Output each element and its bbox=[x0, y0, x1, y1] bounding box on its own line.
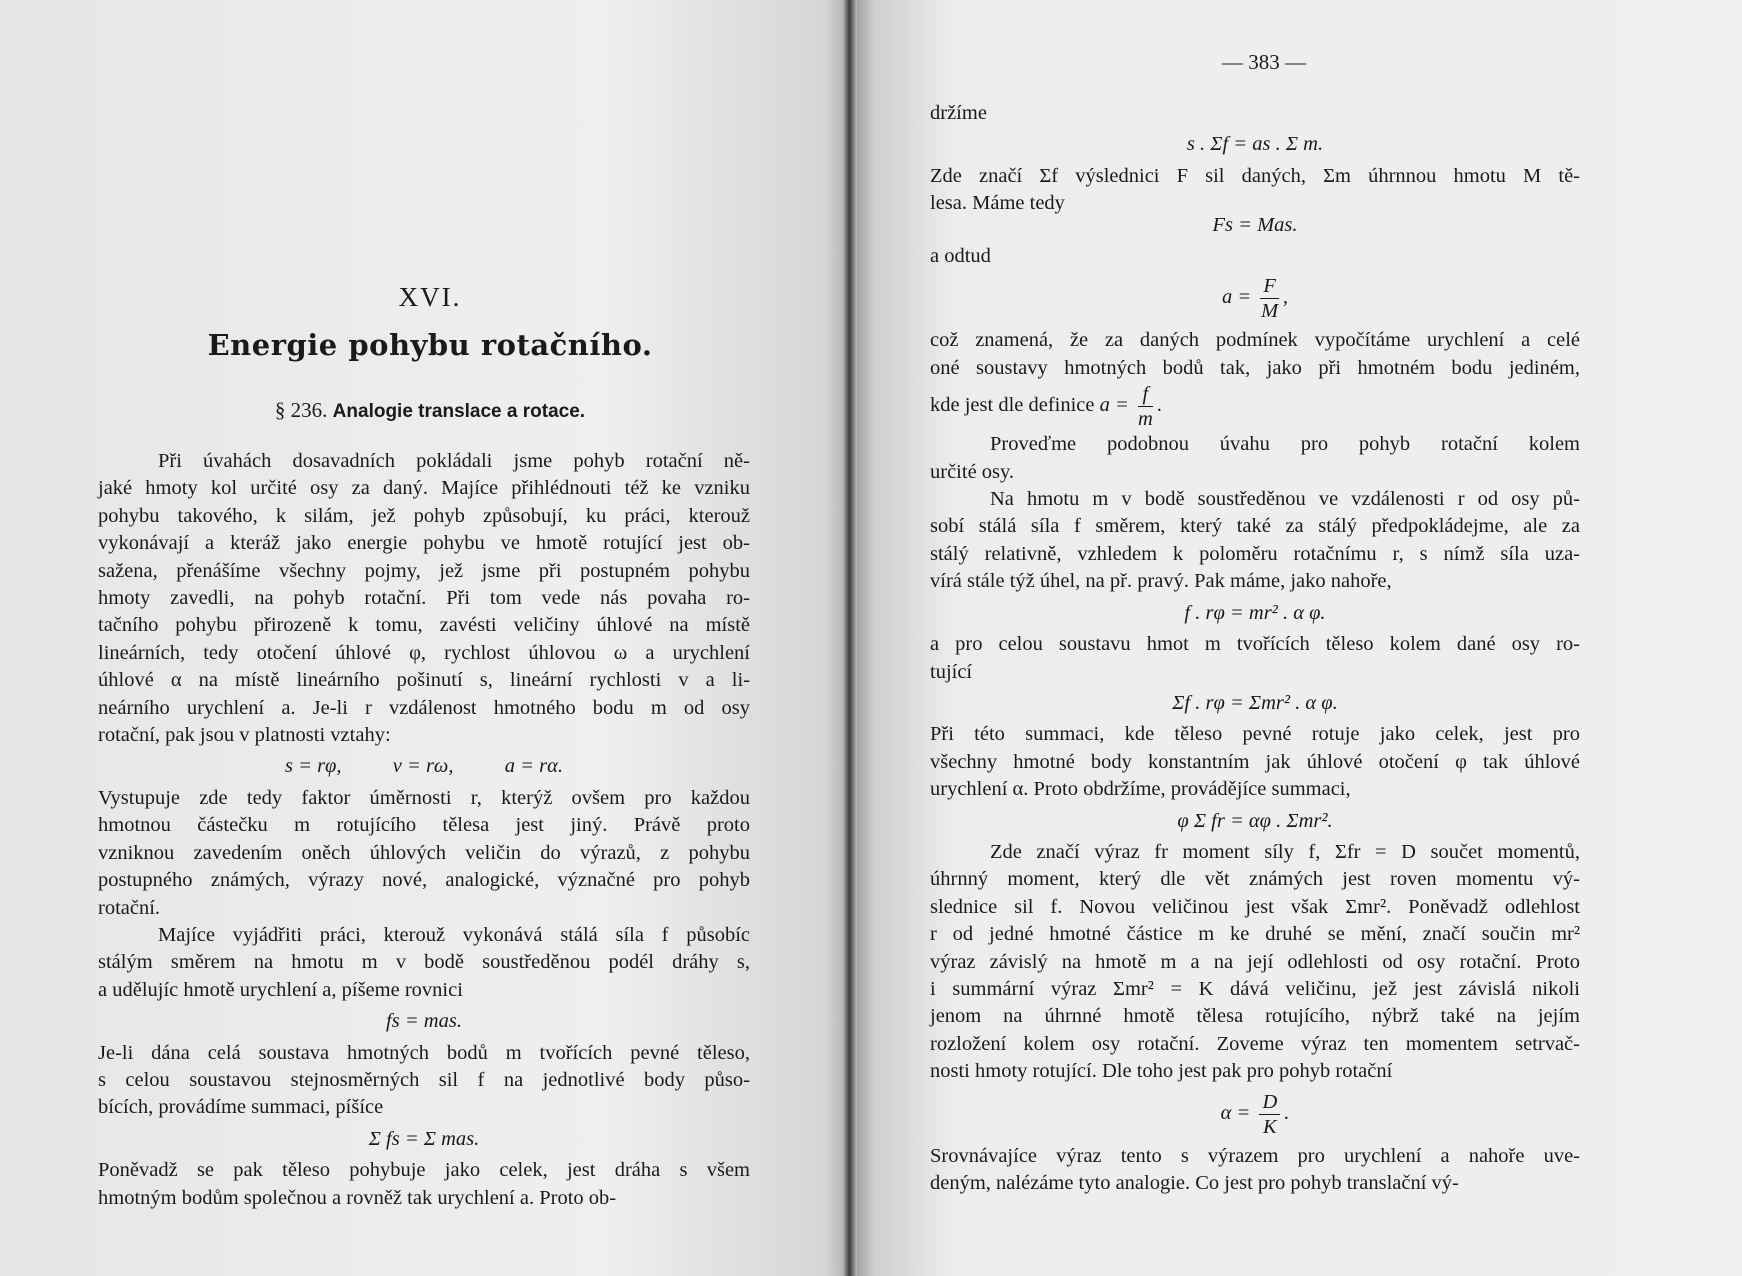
text-line: a pro celou soustavu hmot m tvořících těleso kolem dané osy ro- bbox=[930, 633, 1580, 656]
text-line: sobí stálá síla f směrem, který také za stálý předpokládejme, ale za bbox=[930, 515, 1580, 538]
text-line: s celou soustavou stejnosměrných sil f na jednotlivé body půso- bbox=[98, 1068, 750, 1091]
text-line: Zde značí Σf výslednici F sil daných, Σm úhrnnou hmotu M tě- bbox=[930, 164, 1580, 187]
numerator: f bbox=[1138, 382, 1153, 407]
frac-tail: . bbox=[1156, 394, 1162, 417]
frac-lhs: a = bbox=[1222, 286, 1252, 309]
chapter-number: XVI. bbox=[398, 282, 462, 312]
text-line: výraz závislý na hmotě m a na její odlehlosti od osy rotační. Proto bbox=[930, 950, 1580, 973]
section-heading bbox=[0, 398, 860, 423]
formula-phi-sum-fr: φ Σ fr = αφ . Σmr². bbox=[1177, 809, 1333, 832]
text-line: vzniknou zavedením oněch úhlových veličin do výrazů, z pohybu bbox=[98, 841, 750, 864]
paragraph-r3 bbox=[930, 431, 1580, 486]
text-line: což znamená, že za daných podmínek vypočítáme urychlení a celé bbox=[930, 329, 1580, 352]
text-line: vykonávají a kteráž jako energie pohybu ve hmotě rotující jest ob- bbox=[98, 532, 750, 555]
frac-tail: . bbox=[1284, 1101, 1290, 1124]
text-line: Majíce vyjádřiti práci, kterouž vykonává stálá síla f působíc bbox=[158, 923, 750, 946]
paragraph-1 bbox=[98, 448, 750, 749]
text-line: bících, provádíme summaci, píšíce bbox=[98, 1096, 384, 1119]
text-line: postupného známých, výrazy nové, analogické, význačné pro pohyb bbox=[98, 869, 750, 892]
paragraph-r2 bbox=[930, 327, 1580, 431]
text-line: úhlové α na místě lineárního pošinutí s, lineární rychlosti v a li- bbox=[98, 669, 750, 692]
frac-lhs: α = bbox=[1220, 1101, 1251, 1124]
right-body bbox=[930, 100, 1580, 1197]
text-line: Je-li dána celá soustava hmotných bodů m tvořících pevné těleso, bbox=[98, 1041, 750, 1064]
numerator: D bbox=[1259, 1090, 1280, 1115]
text-line: Zde značí výraz fr moment síly f, Σfr = D součet momentů, bbox=[990, 840, 1580, 863]
text-line bbox=[930, 382, 1580, 431]
formula-sum-f-rphi: Σf . rφ = Σmr² . α φ. bbox=[1172, 691, 1338, 714]
section-title: Analogie translace a rotace. bbox=[332, 401, 586, 422]
formula-alpha-D-K bbox=[930, 1090, 1580, 1139]
text-line: neárního urychlení a. Je-li r vzdálenost hmotného bodu m od osy bbox=[98, 696, 750, 719]
text-line: slednice sil f. Novou veličinou jest však Σmr². Poněvadž odlehlost bbox=[930, 895, 1580, 918]
text-line: stálý relativně, vzhledem k poloměru rotačnímu r, s nímž síla uza- bbox=[930, 542, 1580, 565]
text-line: Při této summaci, kde těleso pevné rotuje jako celek, jest pro bbox=[930, 723, 1580, 746]
text-line: tačního pohybu přirozeně k tomu, zavésti veličiny úhlové na místě bbox=[98, 614, 750, 637]
text-line: určité osy. bbox=[930, 460, 1015, 483]
formula-Fs-Mas: Fs = Mas. bbox=[1212, 213, 1298, 236]
paragraph-2 bbox=[98, 785, 750, 922]
text-line: Při úvahách dosavadních pokládali jsme pohyb rotační ně- bbox=[158, 450, 750, 472]
text-line: sažena, přenášíme všechny pojmy, jež jsme při postupném pohybu bbox=[98, 559, 750, 582]
frac-tail: , bbox=[1282, 286, 1288, 309]
chapter-title: Energie pohybu rotačního. bbox=[207, 328, 653, 362]
numerator: F bbox=[1260, 274, 1279, 299]
text-line: stálým směrem na hmotu m v bodě soustředěnou podél dráhy s, bbox=[98, 951, 750, 974]
text-line: rotační. bbox=[98, 896, 161, 919]
text-line: oné soustavy hmotných bodů tak, jako při hmotném bodu jediném, bbox=[930, 356, 1580, 379]
text-line: rotační, pak jsou v platnosti vztahy: bbox=[98, 724, 391, 747]
denominator: K bbox=[1263, 1115, 1277, 1138]
text-line: Proveďme podobnou úvahu pro pohyb rotační kolem bbox=[990, 433, 1580, 456]
formula-fs-mas: fs = mas. bbox=[386, 1010, 462, 1033]
text-line: vírá stále týž úhel, na př. pravý. Pak máme, jako nahoře, bbox=[930, 570, 1392, 593]
paragraph-4 bbox=[98, 1040, 750, 1122]
text-line: Na hmotu m v bodě soustředěnou ve vzdálenosti r od osy pů- bbox=[990, 488, 1580, 511]
left-page bbox=[0, 0, 860, 1276]
denominator: m bbox=[1137, 408, 1153, 431]
text-line: r od jedné hmotné částice m ke druhé se mění, značí součin mr² bbox=[930, 923, 1580, 946]
text-line: Vystupuje zde tedy faktor úměrnosti r, kterýž ovšem pro každou bbox=[98, 786, 750, 809]
text-line: hmotnou částečku m rotujícího tělesa jest jiný. Právě proto bbox=[98, 814, 750, 837]
section-number: § 236. bbox=[274, 398, 328, 422]
denominator: M bbox=[1261, 300, 1279, 323]
paragraph-r6 bbox=[930, 721, 1580, 803]
book-gutter bbox=[843, 0, 857, 1276]
text-line: Poněvadž se pak těleso pohybuje jako celek, jest dráha s všem bbox=[98, 1159, 750, 1182]
text-line: Srovnávajíce výraz tento s výrazem pro urychlení a nahoře uve- bbox=[930, 1144, 1580, 1167]
fraction bbox=[1259, 1090, 1280, 1139]
text-line: lineárních, tedy otočení úhlové φ, rychlost úhlovou ω a urychlení bbox=[98, 641, 750, 664]
formula-s-sum-f: s . Σf = as . Σ m. bbox=[1186, 133, 1324, 156]
text-line: všechny hmotné body konstantním jak úhlové otočení φ tak úhlové bbox=[930, 750, 1580, 773]
text-line: rozložení kolem osy rotační. Zoveme výraz ten momentem setrvač- bbox=[930, 1032, 1580, 1055]
text-line: tující bbox=[930, 660, 973, 683]
page-number: — 383 — bbox=[1222, 50, 1306, 74]
formula-s-v-a: s = rφ, v = rω, a = rα. bbox=[285, 755, 563, 778]
text-line: urychlení α. Proto obdržíme, provádějíce summaci, bbox=[930, 778, 1351, 801]
text-span: kde jest dle definice bbox=[930, 394, 1095, 417]
paragraph-r5 bbox=[930, 631, 1580, 686]
text-line: jaké hmoty kol určité osy za daný. Majíce přihlédnouti též ke vzniku bbox=[98, 477, 750, 500]
text-line: i summární výraz Σmr² = K dává veličinu, jež jest závislá nikoli bbox=[930, 977, 1580, 1000]
text-line: a udělujíc hmotě urychlení a, píšeme rovnici bbox=[98, 978, 463, 1001]
formula-f-rphi: f . rφ = mr² . α φ. bbox=[1184, 601, 1326, 624]
text-line: hmotným bodům společnou a rovněž tak urychlení a. Proto ob- bbox=[98, 1186, 617, 1209]
paragraph-3 bbox=[98, 922, 750, 1004]
text-line: úhrnný moment, který dle vět známých jest roven momentu vý- bbox=[930, 868, 1580, 891]
text-line: jenom na úhrnné hmotě tělesa rotujícího, nýbrž také na jejím bbox=[930, 1005, 1580, 1028]
text-line: deným, nalézáme tyto analogie. Co jest pro pohyb translační vý- bbox=[930, 1172, 1459, 1194]
paragraph-r1 bbox=[930, 163, 1580, 218]
paragraph-5 bbox=[98, 1157, 750, 1212]
fraction bbox=[1260, 274, 1279, 323]
text-line: lesa. Máme tedy bbox=[930, 192, 1065, 215]
paragraph-r7 bbox=[930, 839, 1580, 1086]
text-line: držíme bbox=[930, 102, 987, 124]
frac-lhs: a = bbox=[1099, 394, 1129, 417]
text-line: pohybu takového, k silám, jež pohyb způsobují, ku práci, kterouž bbox=[98, 504, 750, 527]
left-body bbox=[98, 448, 750, 1212]
text-line: a odtud bbox=[930, 245, 991, 268]
fraction bbox=[1138, 382, 1153, 431]
formula-sum-fs: Σ fs = Σ mas. bbox=[368, 1127, 480, 1150]
text-line: hmoty zavedli, na pohyb rotační. Při tom vede nás povaha ro- bbox=[98, 587, 750, 610]
text-line: nosti hmoty rotující. Dle toho jest pak pro pohyb rotační bbox=[930, 1060, 1393, 1083]
formula-a-F-M bbox=[930, 274, 1580, 323]
paragraph-r4 bbox=[930, 486, 1580, 596]
paragraph-r8 bbox=[930, 1143, 1580, 1198]
